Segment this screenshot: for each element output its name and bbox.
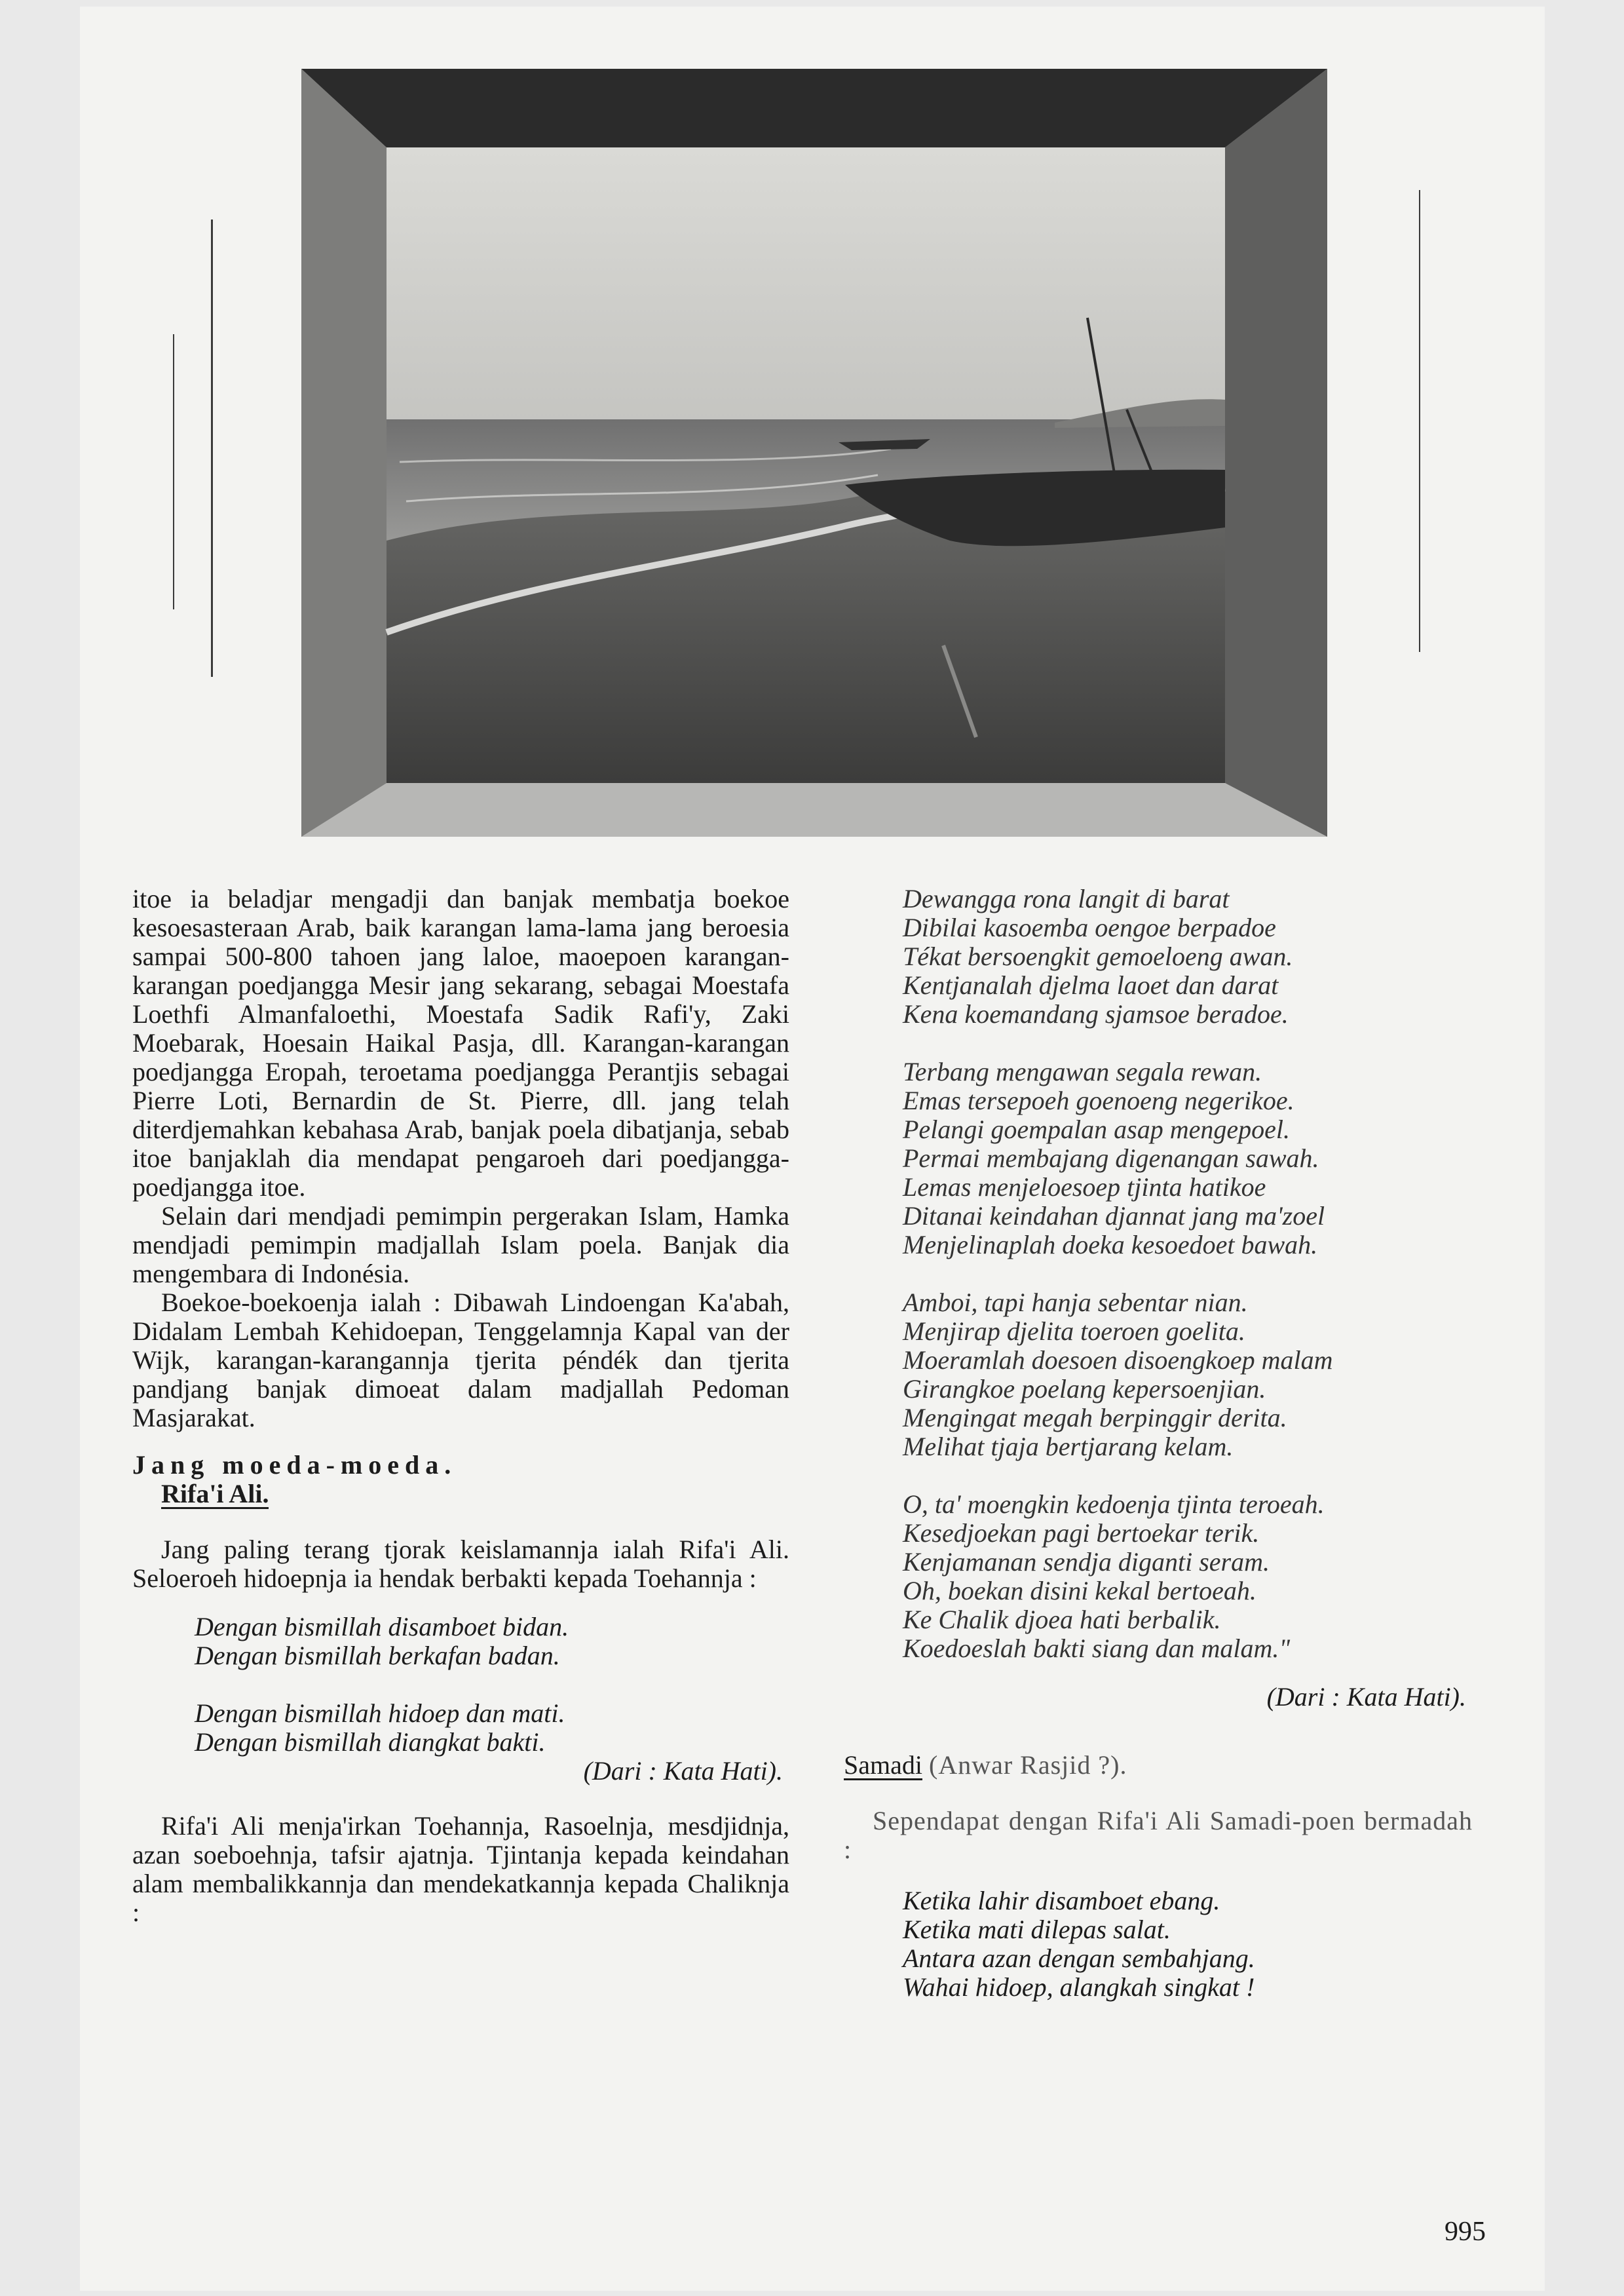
poem-line: Emas tersepoeh goenoeng negerikoe.: [903, 1086, 1294, 1115]
poem-line: Permai membajang digenangan sawah.: [903, 1143, 1319, 1173]
poem: [132, 1613, 789, 1757]
poem-line: Terbang mengawan segala rewan.: [903, 1057, 1262, 1086]
beach-with-boats-photo-icon: [301, 69, 1327, 837]
closing-paragraph: Rifa'i Ali menja'irkan Toehannja, Rasoelnja, mesdjidnja, azan soeboehnja, tafsir ajatnja. Tjintanja kepada keindahan alam membalikkannja dan mendekatkannja kepada Chaliknja :: [132, 1811, 789, 1927]
poem-line: Dewangga rona langit di barat: [903, 884, 1230, 913]
poem-line: Dengan bismillah berkafan badan.: [195, 1641, 560, 1670]
poem-source: (Dari : Kata Hati).: [583, 1756, 783, 1786]
poem-line: Kenjamanan sendja diganti seram.: [903, 1547, 1270, 1577]
beach-photo: [301, 69, 1327, 837]
poem-line: Antara azan dengan sembahjang.: [903, 1943, 1255, 1973]
poem-line: Kena koemandang sjamsoe beradoe.: [903, 999, 1289, 1029]
poem-line: Dengan bismillah diangkat bakti.: [195, 1727, 546, 1757]
poem-line: Wahai hidoep, alangkah singkat !: [903, 1972, 1255, 2002]
poem-line: Ketika lahir disamboet ebang.: [903, 1886, 1220, 1915]
intro-paragraph: Jang paling terang tjorak keislamannja ialah Rifa'i Ali. Seloeroeh hidoepnja ia hendak berbakti kepada Toehannja :: [132, 1535, 789, 1593]
body-paragraph: Boekoe-boekoenja ialah : Dibawah Lindoengan Ka'abah, Didalam Lembah Kehidoepan, Tenggelamnja Kapal van der Wijk, karangan-karangannja tjerita péndék dan tjerita pandjang banjak dimoeat dalam madjallah Pedoman Masjarakat.: [132, 1288, 789, 1432]
poem-line: Menjelinaplah doeka kesoedoet bawah.: [903, 1230, 1318, 1259]
poem-line: Koedoeslah bakti siang dan malam.": [903, 1634, 1291, 1663]
poem-line: Dengan bismillah hidoep dan mati.: [195, 1698, 565, 1728]
poem-line: Kentjanalah djelma laoet dan darat: [903, 970, 1279, 1000]
page-number: 995: [1445, 2217, 1486, 2247]
poem-line: Moeramlah doesoen disoengkoep malam: [903, 1345, 1333, 1375]
poem-line: Menjirap djelita toeroen goelita.: [903, 1316, 1245, 1346]
poem-line: Dengan bismillah disamboet bidan.: [195, 1612, 569, 1641]
poem-line: Mengingat megah berpinggir derita.: [903, 1403, 1287, 1432]
poem-source: (Dari : Kata Hati).: [1266, 1682, 1466, 1712]
poem-line: Ketika mati dilepas salat.: [903, 1915, 1171, 1944]
poem-line: Tékat bersoengkit gemoeloeng awan.: [903, 942, 1293, 971]
author-name: Rifa'i Ali.: [161, 1479, 269, 1508]
samadi-poem: [844, 1886, 1473, 2002]
poem-line: Dibilai kasoemba oengoe berpadoe: [903, 913, 1276, 942]
samadi-heading: [844, 1751, 1473, 1780]
poem: [844, 885, 1473, 1663]
poem-line: Lemas menjeloesoep tjinta hatikoe: [903, 1172, 1266, 1202]
left-column: [132, 885, 789, 1927]
poem-line: Girangkoe poelang kepersoenjian.: [903, 1374, 1266, 1404]
poem-line: Oh, boekan disini kekal bertoeah.: [903, 1576, 1256, 1605]
poem-line: Ke Chalik djoea hati berbalik.: [903, 1605, 1221, 1634]
samadi-intro: Sependapat dengan Rifa'i Ali Samadi-poen bermadah :: [844, 1806, 1473, 1864]
body-paragraph: Selain dari mendjadi pemimpin pergerakan Islam, Hamka mendjadi pemimpin madjallah Islam poela. Banjak dia mengembara di Indonésia.: [132, 1201, 789, 1288]
poem-line: Ditanai keindahan djannat jang ma'zoel: [903, 1201, 1325, 1231]
poem-line: Melihat tjaja bertjarang kelam.: [903, 1432, 1234, 1461]
samadi-author: (Anwar Rasjid ?).: [928, 1750, 1127, 1780]
margin-line: [1419, 190, 1420, 652]
poem-line: O, ta' moengkin kedoenja tjinta teroeah.: [903, 1489, 1325, 1519]
section-heading: Jang moeda-moeda.: [132, 1450, 457, 1480]
right-column: [844, 885, 1473, 2002]
margin-line: [173, 334, 174, 609]
body-paragraph: itoe ia beladjar mengadji dan banjak membatja boekoe kesoesasteraan Arab, baik karangan lama-lama jang beroesia sampai 500-800 tahoen jang laloe, maoepoen karangan-karangan poedjangga Mesir jang sekarang, sebagai Moestafa Loethfi Almanfaloethi, Moestafa Sadik Rafi'y, Zaki Moebarak, Hoesain Haikal Pasja, dll. Karangan-karangan poedjangga Eropah, teroetama poedjangga Perantjis sebagai Pierre Loti, Bernardin de St. Pierre, dll. jang telah diterdjemahkan kebahasa Arab, banjak poela dibatjanja, sebab itoe banjaklah dia mendapat pengaroeh dari poedjangga-poedjangga itoe.: [132, 884, 789, 1202]
poem-line: Pelangi goempalan asap mengepoel.: [903, 1115, 1290, 1144]
poem-line: Amboi, tapi hanja sebentar nian.: [903, 1288, 1248, 1317]
poem-line: Kesedjoekan pagi bertoekar terik.: [903, 1518, 1260, 1548]
samadi-title: Samadi: [844, 1750, 922, 1780]
margin-line: [211, 220, 213, 677]
